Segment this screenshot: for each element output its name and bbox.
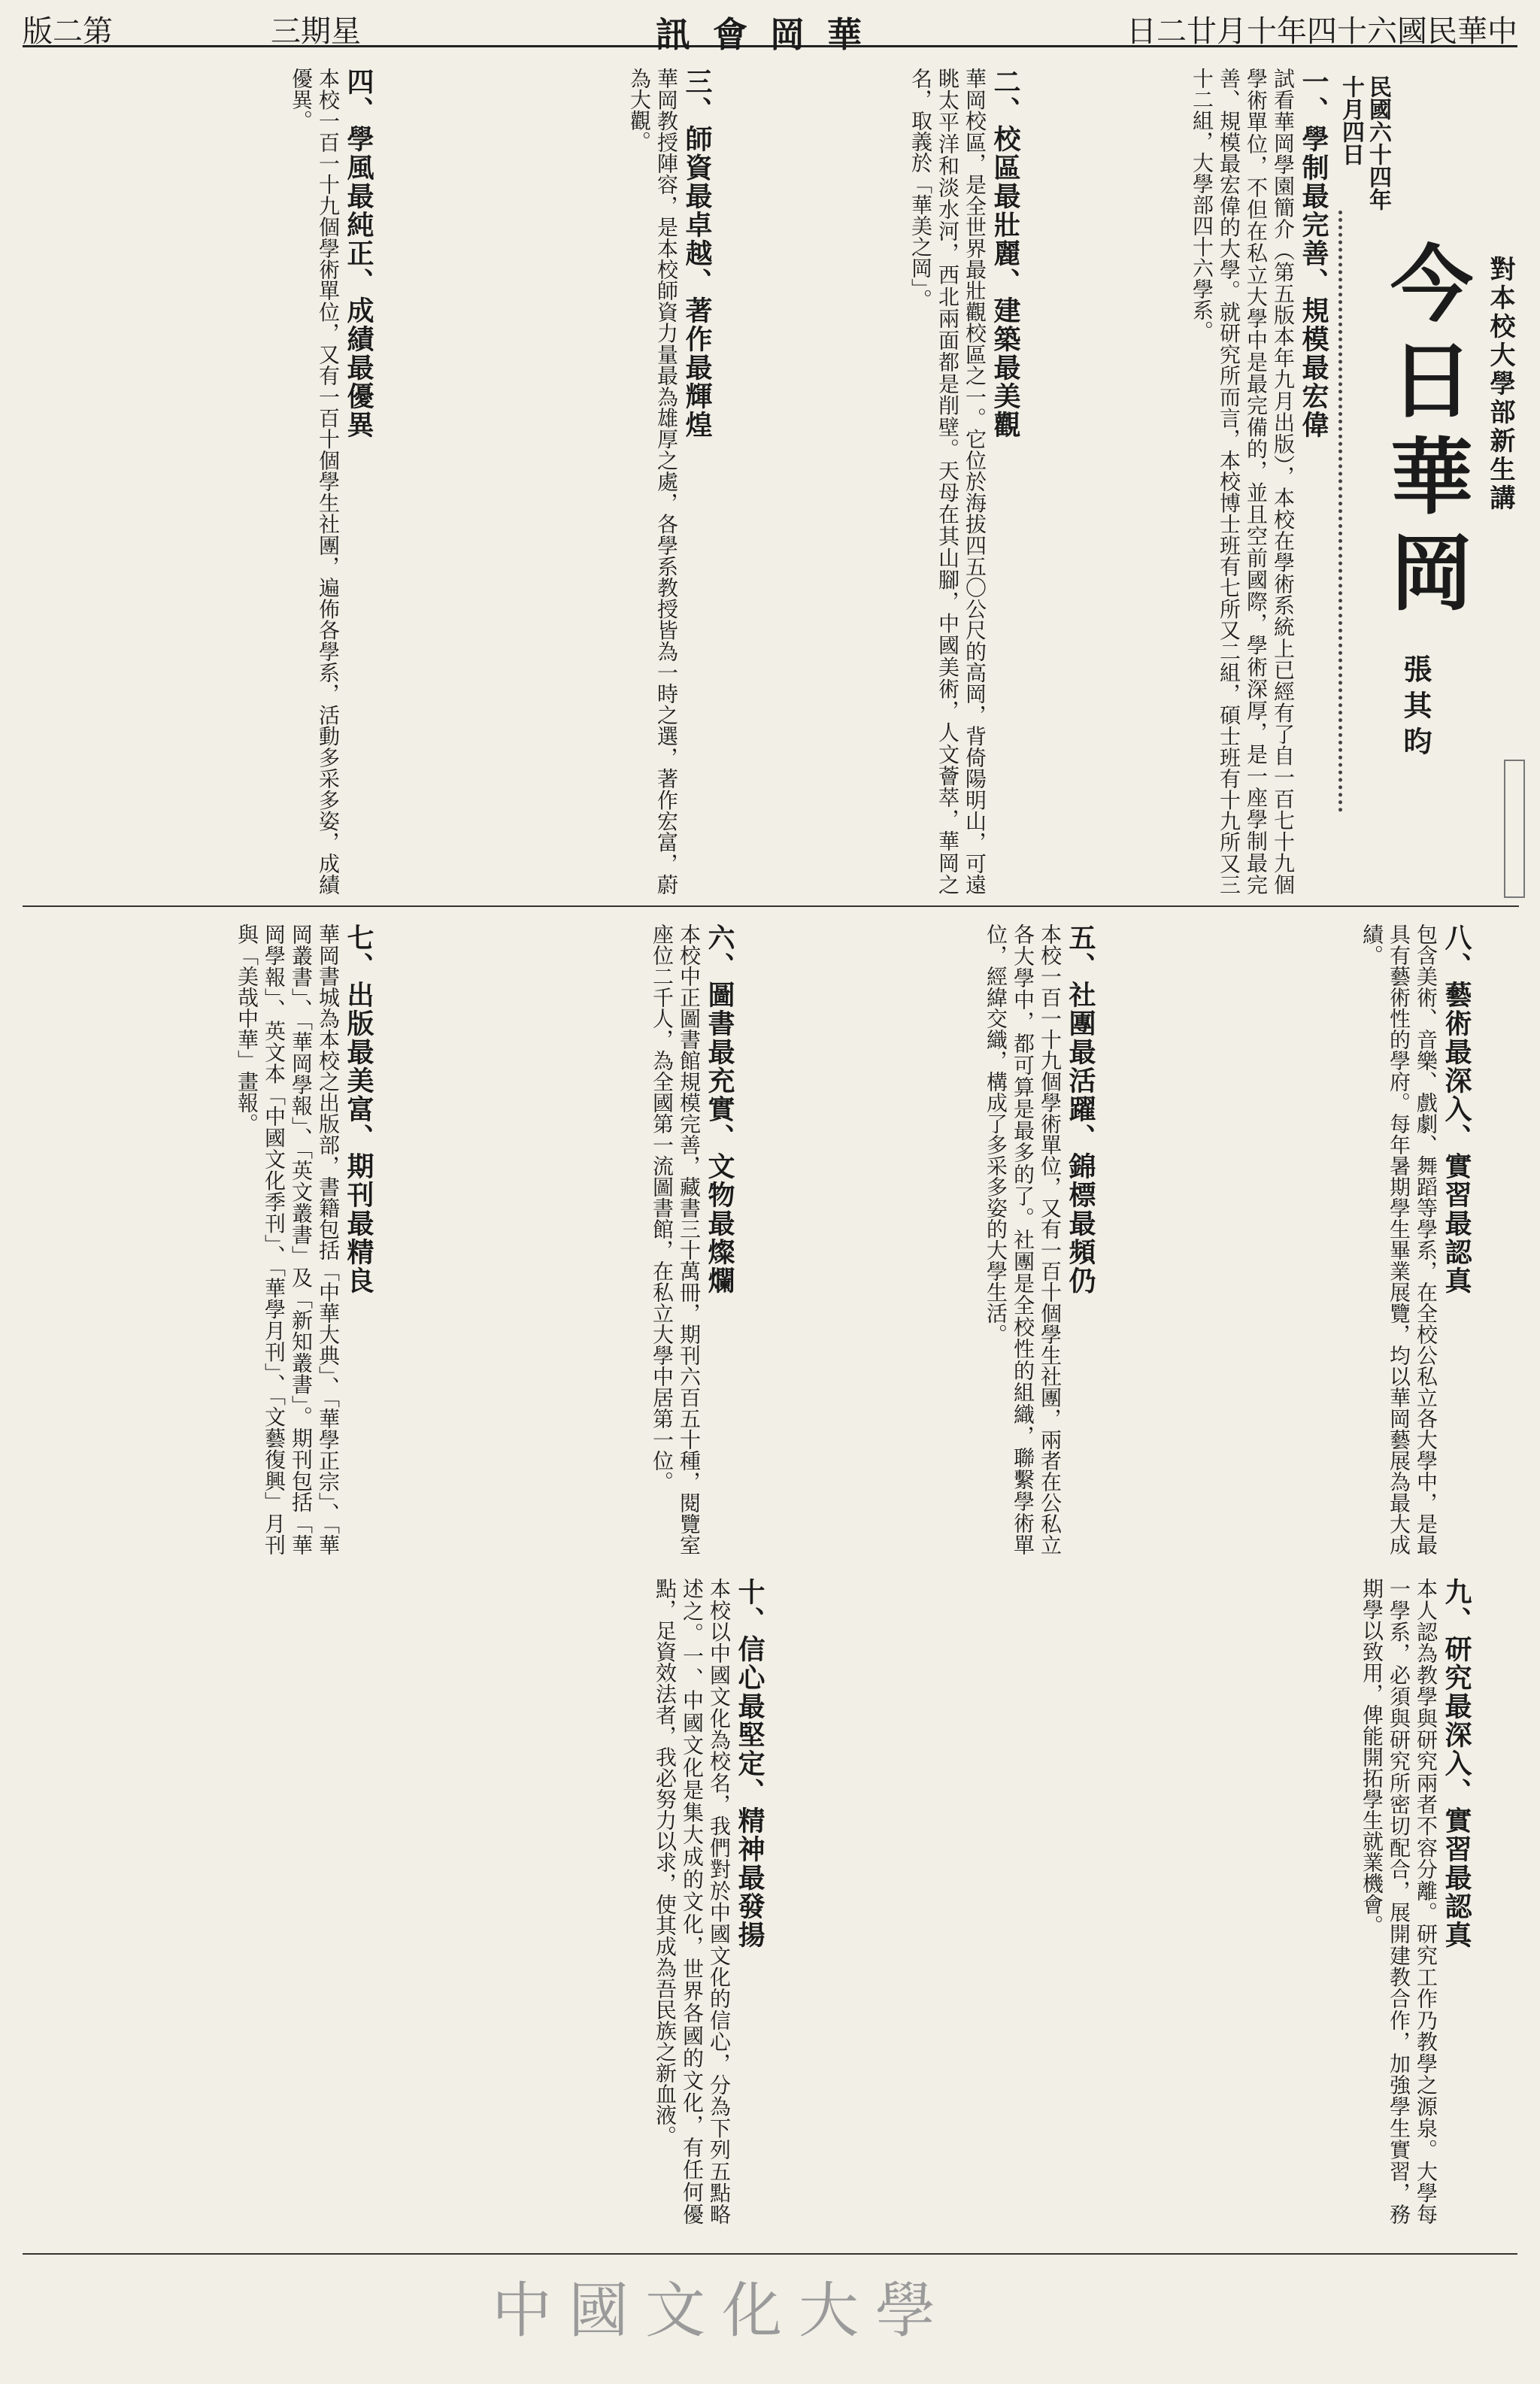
section-body: 試看華岡學園簡介（第五版本年九月出版），本校在學術系統上已經有了自一百七十九個學術單位，不但在私立大學中是最完備的，並且空前國際，學術深厚，是一座學制最完善、規模最宏偉的大學。就研究所而言，本校博士班有七所又二組，碩士班有十九所又三十二組，大學部四十六學系。 <box>1190 68 1296 895</box>
masthead <box>23 6 1517 55</box>
section-heading: 二、校區最壯麗、建築最美觀 <box>990 68 1021 439</box>
section-2 <box>737 68 1023 895</box>
section-5 <box>767 924 1098 1555</box>
section-body: 華岡教授陣容，是本校師資力量最為雄厚之處，各學系教授皆為一時之選，著作宏富，蔚為大觀。 <box>627 68 679 895</box>
section-6 <box>406 924 737 1555</box>
stamp-box <box>1504 760 1525 898</box>
newspaper-title: 訊會岡華 <box>656 14 884 55</box>
section-heading: 四、學風最純正、成績最優異 <box>343 68 374 439</box>
section-heading: 十、信心最堅定、精神最發揚 <box>734 1578 765 1949</box>
section-body: 本校一百一十九個學術單位，又有一百十個學生社團，遍佈各學系，活動多采多姿，成績優異。 <box>289 68 341 895</box>
edition-label: 版二第 <box>23 14 113 49</box>
section-body: 本校一百一十九個學術單位，又有一百十個學生社團，兩者在公私立各大學中，都可算是最多的了。社團是全校性的組織，聯繫學術單位，經緯交織，構成了多采多姿的大學生活。 <box>984 924 1063 1555</box>
section-heading: 九、研究最深入、實習最認真 <box>1441 1578 1472 1949</box>
article-date: 民國六十四年十月四日 <box>1338 75 1391 211</box>
section-heading: 六、圖書最充實、文物最燦爛 <box>704 924 735 1295</box>
bottom-band <box>23 908 1519 2249</box>
section-body: 本校中正圖書館規模完善，藏書三十萬冊，期刊六百五十種，閱覽室座位二千人，為全國第一流圖書館，在私立大學中居第一位。 <box>650 924 702 1555</box>
article-title: 今日華岡 <box>1377 241 1474 626</box>
section-8 <box>1128 924 1474 1555</box>
section-heading: 三、師資最卓越、著作最輝煌 <box>681 68 713 439</box>
section-10 <box>45 1578 767 2225</box>
article-subtitle: 對本校大學部新生講 <box>1485 256 1515 513</box>
article-title-box <box>1338 211 1519 812</box>
issue-date: 日二廿月十年四十六國民華中 <box>1126 14 1517 49</box>
section-4 <box>45 68 376 895</box>
top-band <box>23 53 1519 907</box>
article-author: 張其昀 <box>1399 654 1432 763</box>
section-3 <box>399 68 714 895</box>
footer-rule <box>23 2253 1517 2255</box>
section-heading: 一、學制最完善、規模最宏偉 <box>1298 68 1329 439</box>
section-body: 華岡書城為本校之出版部，書籍包括「中華大典」、「華學正宗」、「華岡叢書」、「華岡學報」、「英文叢書」及「新知叢書」。期刊包括「華岡學報」、英文本「中國文化季刊」、「華學月刊」、「文藝復興」月刊與「美哉中華」畫報。 <box>235 924 341 1555</box>
section-heading: 五、社團最活躍、錦標最頻仍 <box>1065 924 1096 1295</box>
weekday-label: 三期星 <box>271 14 361 49</box>
section-9 <box>797 1578 1474 2225</box>
section-heading: 八、藝術最深入、實習最認真 <box>1441 924 1472 1295</box>
section-body: 華岡校區，是全世界最壯觀校區之一。它位於海拔四五〇公尺的高岡，背倚陽明山，可遠眺太平洋和淡水河，西北兩面都是削壁。天母在其山腳，中國美術，人文薈萃，華岡之名，取義於「華美之岡」。 <box>908 68 987 895</box>
section-body: 包含美術、音樂、戲劇、舞蹈等學系，在全校公私立各大學中，是最具有藝術性的學府。每年暑期學生畢業展覽，均以華岡藝展為最大成績。 <box>1360 924 1438 1555</box>
university-watermark: 中國文化大學 <box>492 2275 952 2346</box>
section-body: 本校以中國文化為校名，我們對於中國文化的信心，分為下列五點略述之。一、中國文化是集大成的文化，世界各國的文化，有任何優點，足資效法者，我必努力以求，使其成為吾民族之新血液。 <box>653 1578 732 2225</box>
section-1 <box>1045 68 1331 895</box>
section-body: 本人認為教學與研究兩者不容分離。研究工作乃教學之源泉。大學每一學系，必須與研究所密切配合，展開建教合作，加強學生實習，務期學以致用，俾能開拓學生就業機會。 <box>1360 1578 1438 2225</box>
section-7 <box>45 924 376 1555</box>
section-heading: 七、出版最美富、期刊最精良 <box>343 924 374 1295</box>
